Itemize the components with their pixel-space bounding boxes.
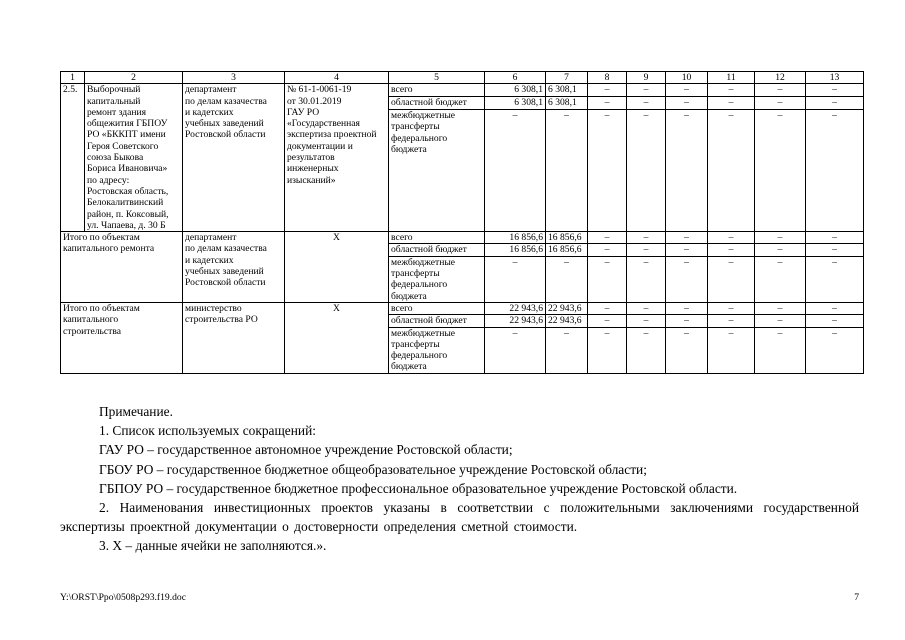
value-cell: –: [627, 97, 666, 110]
column-header: 5: [389, 72, 485, 84]
customer-line: Ростовской области: [185, 277, 266, 289]
value-cell: –: [666, 327, 708, 373]
object-name-line: Ростовская область,: [87, 185, 169, 197]
column-header: 7: [546, 72, 588, 84]
value-cell: –: [806, 110, 864, 232]
customer-line: Ростовской области: [185, 129, 266, 141]
abbreviation-gbpou: ГБПОУ РО – государственное бюджетное профессиональное образовательное учреждение Ростовской области.: [99, 480, 738, 496]
value-cell: –: [755, 97, 806, 110]
funding-source: всего: [389, 84, 485, 97]
value-cell: –: [708, 84, 755, 97]
total-label-cell: [61, 232, 183, 303]
column-header: 2: [85, 72, 183, 84]
notes-item-1: 1. Список используемых сокращений:: [99, 423, 316, 439]
value-cell: –: [666, 244, 708, 256]
customer-line: строительства РО: [185, 314, 258, 326]
value-cell: –: [806, 97, 864, 110]
funding-source-line: трансферты: [391, 338, 440, 350]
object-name-line: общежития ГБПОУ: [87, 118, 168, 130]
value-cell: 16 856,6: [485, 232, 546, 244]
value-cell: 6 308,1: [546, 84, 588, 97]
value-cell: –: [666, 84, 708, 97]
funding-source-line: бюджета: [391, 144, 427, 156]
column-header: 6: [485, 72, 546, 84]
customer-line: министерство: [185, 302, 242, 314]
value-cell: –: [627, 232, 666, 244]
value-cell: –: [755, 244, 806, 256]
table-row: [61, 232, 864, 244]
value-cell: –: [806, 84, 864, 97]
item-number: 2.5.: [61, 84, 85, 232]
value-cell: 22 943,6: [546, 315, 588, 327]
value-cell: –: [806, 327, 864, 373]
object-name-line: район, п. Коксовый,: [87, 208, 169, 220]
value-cell: 6 308,1: [485, 84, 546, 97]
expertise-line: ГАУ РО: [287, 106, 320, 118]
value-cell: –: [627, 315, 666, 327]
funding-source-line: трансферты: [391, 268, 440, 280]
value-cell: –: [806, 256, 864, 302]
funding-source-line: бюджета: [391, 290, 427, 302]
total-label-line: капитального ремонта: [63, 243, 155, 255]
funding-source: всего: [389, 232, 485, 244]
value-cell: –: [485, 256, 546, 302]
value-cell: –: [546, 256, 588, 302]
expertise-line: инженерных: [287, 163, 339, 175]
value-cell: 22 943,6: [485, 302, 546, 314]
customer-line: и кадетских: [185, 106, 234, 118]
total-label-line: капитального: [63, 314, 119, 326]
object-name-cell: [85, 84, 183, 232]
value-cell: –: [755, 256, 806, 302]
value-cell: –: [485, 327, 546, 373]
table-row: [61, 302, 864, 314]
customer-line: по делам казачества: [185, 243, 267, 255]
not-applicable-cell: Х: [285, 302, 389, 373]
table-row: [61, 84, 864, 97]
funding-source: областной бюджет: [389, 244, 485, 256]
value-cell: –: [755, 110, 806, 232]
column-header: 3: [183, 72, 285, 84]
total-label-line: Итого по объектам: [63, 302, 140, 314]
value-cell: –: [806, 302, 864, 314]
expertise-line: № 61-1-0061-19: [287, 84, 352, 96]
value-cell: –: [588, 327, 627, 373]
value-cell: –: [666, 110, 708, 232]
value-cell: –: [627, 256, 666, 302]
value-cell: –: [627, 327, 666, 373]
funding-source-line: трансферты: [391, 121, 440, 133]
not-applicable-cell: Х: [285, 232, 389, 303]
funding-source: [389, 256, 485, 302]
page-number: 7: [854, 592, 859, 603]
customer-line: учебных заведений: [185, 118, 264, 130]
value-cell: –: [708, 327, 755, 373]
column-header: 8: [588, 72, 627, 84]
value-cell: –: [546, 327, 588, 373]
object-name-line: Героя Советского: [87, 140, 159, 152]
column-header: 11: [708, 72, 755, 84]
funding-source-line: межбюджетные: [391, 110, 456, 122]
value-cell: –: [755, 315, 806, 327]
value-cell: –: [588, 97, 627, 110]
funding-source-line: межбюджетные: [391, 256, 456, 268]
value-cell: –: [627, 302, 666, 314]
object-name-line: Бориса Ивановича»: [87, 163, 168, 175]
expertise-line: экспертиза проектной: [287, 129, 377, 141]
customer-line: по делам казачества: [185, 95, 267, 107]
object-name-line: РО «БККПТ имени: [87, 129, 166, 141]
value-cell: –: [588, 315, 627, 327]
funding-source-line: федерального: [391, 350, 448, 362]
value-cell: –: [708, 302, 755, 314]
notes-title: Примечание.: [99, 404, 173, 419]
value-cell: –: [666, 302, 708, 314]
customer-cell: [183, 84, 285, 232]
investment-table: [60, 71, 864, 374]
column-header: 9: [627, 72, 666, 84]
value-cell: –: [588, 110, 627, 232]
abbreviation-gbou: ГБОУ РО – государственное бюджетное общеобразовательное учреждение Ростовской области;: [99, 461, 647, 477]
value-cell: –: [588, 232, 627, 244]
customer-line: департамент: [185, 84, 237, 96]
expertise-line: изысканий»: [287, 174, 336, 186]
object-name-line: по адресу:: [87, 174, 130, 186]
value-cell: –: [666, 256, 708, 302]
object-name-line: капитальный: [87, 95, 141, 107]
value-cell: –: [485, 110, 546, 232]
customer-line: департамент: [185, 232, 237, 244]
value-cell: –: [666, 315, 708, 327]
funding-source: [389, 110, 485, 232]
column-header: 1: [61, 72, 85, 84]
value-cell: 22 943,6: [546, 302, 588, 314]
value-cell: –: [708, 244, 755, 256]
value-cell: 6 308,1: [546, 97, 588, 110]
funding-source-line: федерального: [391, 279, 448, 291]
column-header: 12: [755, 72, 806, 84]
value-cell: 16 856,6: [485, 244, 546, 256]
value-cell: –: [755, 327, 806, 373]
customer-cell: [183, 302, 285, 373]
value-cell: –: [627, 244, 666, 256]
object-name-line: ремонт здания: [87, 106, 147, 118]
value-cell: –: [708, 110, 755, 232]
funding-source: всего: [389, 302, 485, 314]
expertise-line: документации и: [287, 140, 353, 152]
value-cell: –: [588, 302, 627, 314]
funding-source-line: бюджета: [391, 361, 427, 373]
value-cell: 6 308,1: [485, 97, 546, 110]
value-cell: –: [666, 232, 708, 244]
value-cell: –: [708, 315, 755, 327]
funding-source-line: федерального: [391, 132, 448, 144]
value-cell: –: [755, 84, 806, 97]
value-cell: –: [755, 232, 806, 244]
customer-line: учебных заведений: [185, 266, 264, 278]
object-name-line: Белокалитвинский: [87, 197, 164, 209]
funding-source: областной бюджет: [389, 315, 485, 327]
value-cell: –: [708, 232, 755, 244]
expertise-line: результатов: [287, 152, 335, 164]
funding-source-line: межбюджетные: [391, 327, 456, 339]
expertise-cell: [285, 84, 389, 232]
total-label-line: строительства: [63, 325, 122, 337]
column-header: 4: [285, 72, 389, 84]
customer-line: и кадетских: [185, 254, 234, 266]
value-cell: 16 856,6: [546, 244, 588, 256]
object-name-line: союза Быкова: [87, 152, 144, 164]
value-cell: –: [708, 97, 755, 110]
value-cell: –: [588, 84, 627, 97]
value-cell: –: [588, 244, 627, 256]
abbreviation-gau: ГАУ РО – государственное автономное учреждение Ростовской области;: [99, 442, 513, 458]
total-label-cell: [61, 302, 183, 373]
object-name-line: ул. Чапаева, д. 30 Б: [87, 219, 166, 231]
value-cell: 16 856,6: [546, 232, 588, 244]
notes-section: [60, 402, 859, 556]
value-cell: –: [588, 256, 627, 302]
value-cell: –: [666, 97, 708, 110]
column-header: 13: [806, 72, 864, 84]
funding-source: областной бюджет: [389, 97, 485, 110]
expertise-line: «Государственная: [287, 118, 360, 130]
value-cell: –: [755, 302, 806, 314]
file-path: Y:\ORST\Ppo\0508p293.f19.doc: [60, 592, 186, 603]
column-header: 10: [666, 72, 708, 84]
value-cell: –: [806, 232, 864, 244]
customer-cell: [183, 232, 285, 303]
value-cell: –: [546, 110, 588, 232]
column-number-row: [61, 72, 864, 84]
value-cell: –: [806, 315, 864, 327]
value-cell: –: [806, 244, 864, 256]
notes-item-2: 2. Наименования инвестиционных проектов указаны в соответствии с положительными заключениями государственной экспертизы проектной документации о достоверности определения сметной стоимости.: [60, 500, 859, 535]
object-name-line: Выборочный: [87, 84, 141, 96]
value-cell: –: [627, 110, 666, 232]
value-cell: –: [627, 84, 666, 97]
total-label-line: Итого по объектам: [63, 232, 140, 244]
expertise-line: от 30.01.2019: [287, 95, 342, 107]
value-cell: 22 943,6: [485, 315, 546, 327]
value-cell: –: [708, 256, 755, 302]
funding-source: [389, 327, 485, 373]
notes-item-3: 3. Х – данные ячейки не заполняются.».: [99, 538, 327, 554]
